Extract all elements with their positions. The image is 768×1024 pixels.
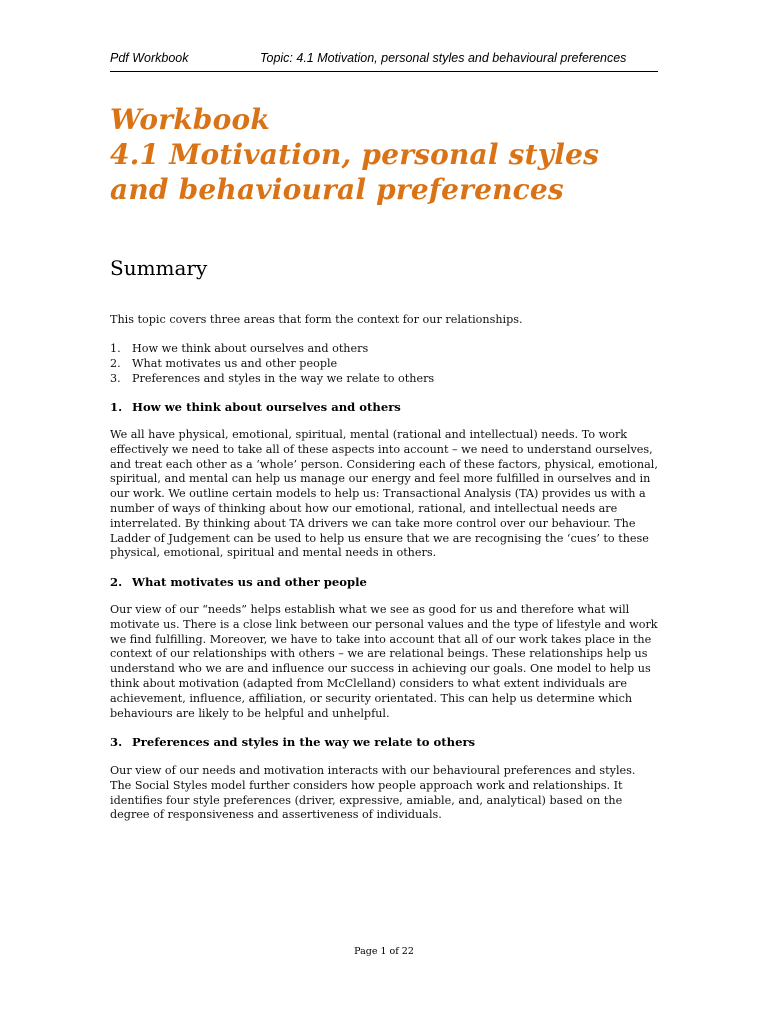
page-header [110, 49, 658, 72]
section-number: 2. [110, 575, 123, 589]
summary-list [110, 341, 658, 386]
section-title: How we think about ourselves and others [132, 400, 401, 414]
section-heading-2 [110, 575, 658, 589]
summary-heading: Summary [110, 256, 208, 280]
summary-list-item [110, 341, 658, 356]
summary-list-item [110, 356, 658, 371]
summary-intro: This topic covers three areas that form the context for our relationships. [110, 313, 523, 326]
section-number: 3. [110, 735, 123, 749]
section-body-1: We all have physical, emotional, spiritual, mental (rational and intellectual) needs. To work effectively we need to take all of these aspects into account – we need to understand ourselves, and treat each other as a ‘whole’ person. Considering each of these factors, physical, emotional, spiritual, and mental can help us manage our energy and feel more fulfilled in ourselves and in our work. We outline certain models to help us: Transactional Analysis (TA) provides us with a number of ways of thinking about how our emotional, rational, and intellectual needs are interrelated. By thinking about TA drivers we can take more control over our behaviour. The Ladder of Judgement can be used to help us ensure that we are recognising the ‘cues’ to these physical, emotional, spiritual and mental needs in others. [110, 428, 658, 560]
header-doc-label: Pdf Workbook [110, 51, 189, 65]
list-item-text: Preferences and styles in the way we relate to others [132, 372, 435, 385]
title-line-3: and behavioural preferences [110, 173, 564, 206]
list-item-number: 3. [110, 372, 121, 385]
page-number: Page 1 of 22 [354, 946, 414, 957]
section-heading-3 [110, 735, 658, 749]
list-item-number: 2. [110, 357, 121, 370]
section-number: 1. [110, 400, 123, 414]
list-item-number: 1. [110, 342, 121, 355]
list-item-text: How we think about ourselves and others [132, 342, 369, 355]
document-title [110, 102, 710, 207]
section-body-2: Our view of our “needs” helps establish what we see as good for us and therefore what will motivate us. There is a close link between our personal values and the type of lifestyle and work we find fulfilling. Moreover, we have to take into account that all of our work takes place in the context of our relationships with others – we are relational beings. These relationships help us understand who we are and influence our success in achieving our goals. One model to help us think about motivation (adapted from McClelland) considers to what extent individuals are achievement, influence, affiliation, or security orientated. This can help us determine which behaviours are likely to be helpful and unhelpful. [110, 603, 658, 720]
section-title: Preferences and styles in the way we relate to others [132, 735, 476, 749]
summary-list-item [110, 371, 658, 386]
section-body-3: Our view of our needs and motivation interacts with our behavioural preferences and styles. The Social Styles model further considers how people approach work and relationships. It identifies four style preferences (driver, expressive, amiable, and, analytical) based on the degree of responsiveness and assertiveness of individuals. [110, 764, 636, 822]
list-item-text: What motivates us and other people [132, 357, 338, 370]
section-heading-1 [110, 400, 658, 414]
section-title: What motivates us and other people [132, 575, 367, 589]
title-line-1: Workbook [110, 103, 270, 136]
title-line-2: 4.1 Motivation, personal styles [110, 138, 600, 171]
header-topic-label: Topic: 4.1 Motivation, personal styles and behavioural preferences [260, 51, 627, 65]
